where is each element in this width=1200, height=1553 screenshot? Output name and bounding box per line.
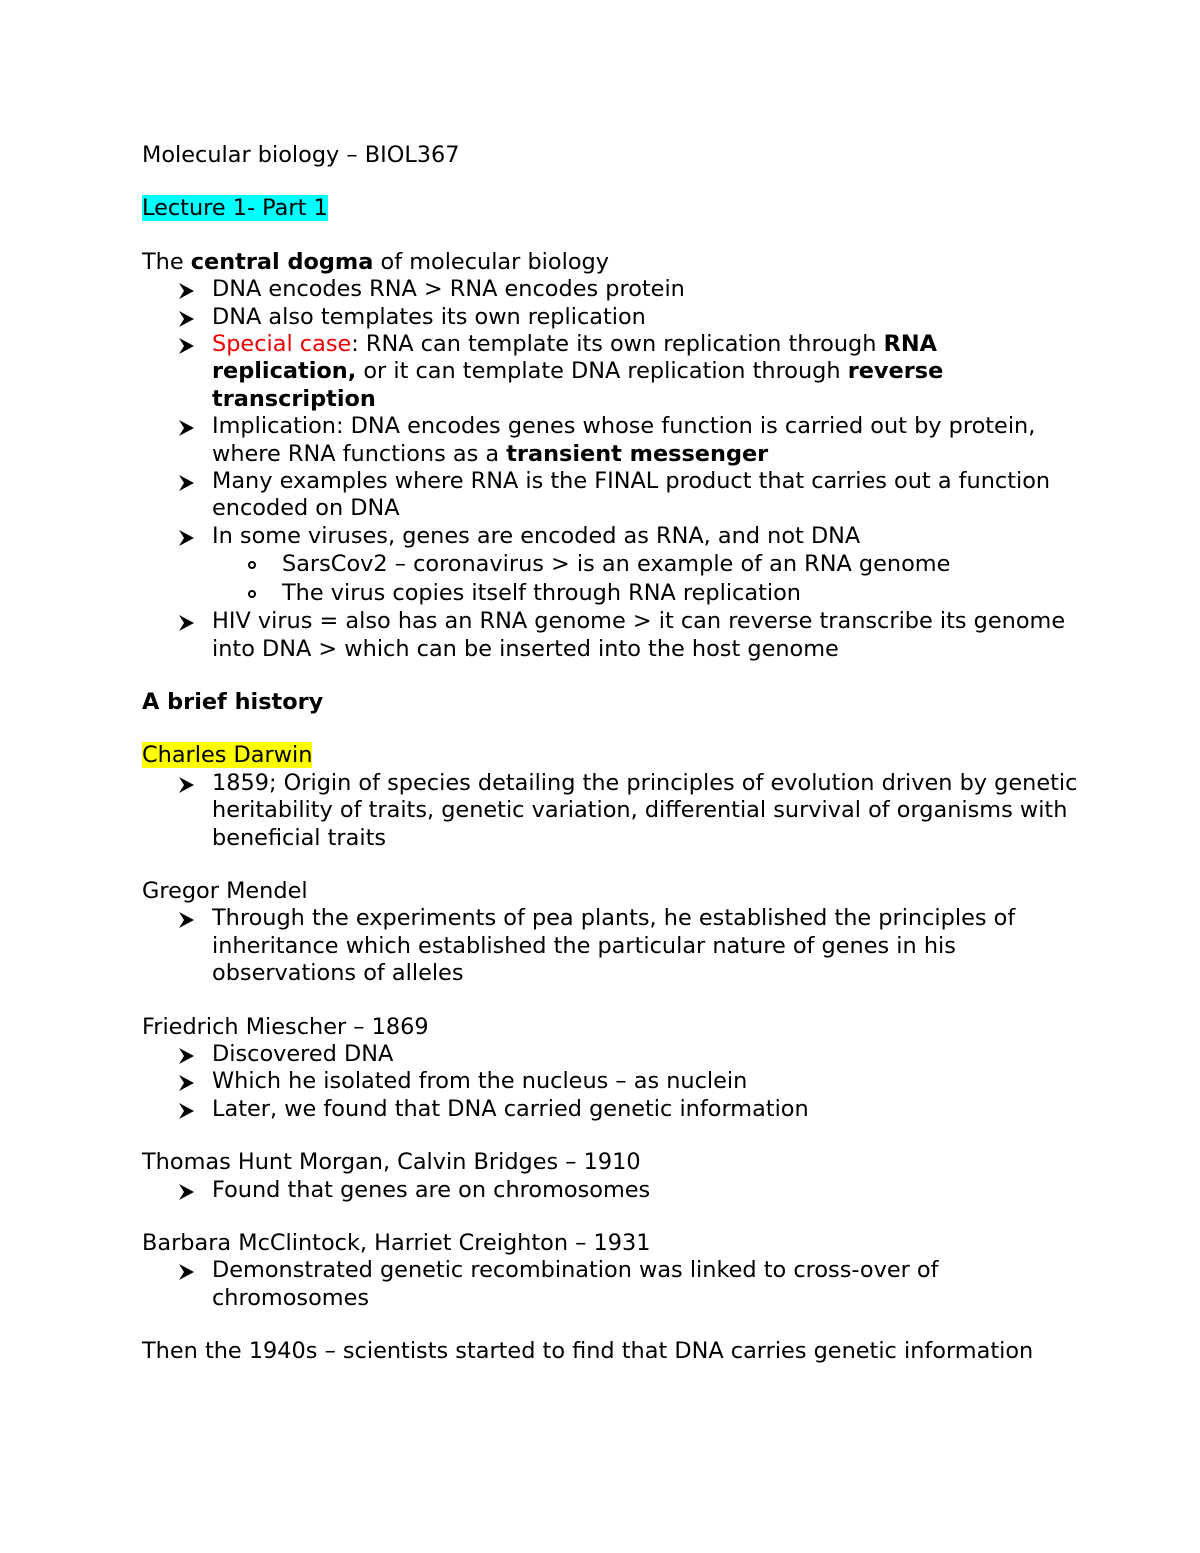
list-item (142, 413, 1082, 468)
central-dogma-intro (142, 249, 1082, 276)
miescher-list (142, 1041, 1082, 1123)
arrowhead-bullet-icon (178, 777, 194, 793)
morgan-heading: Thomas Hunt Morgan, Calvin Bridges – 1910 (142, 1149, 641, 1176)
list-item (142, 608, 1082, 663)
list-item (142, 523, 1082, 550)
arrowhead-bullet-icon (178, 1075, 194, 1091)
history-heading: A brief history (142, 688, 324, 715)
closing-paragraph: Then the 1940s – scientists started to find that DNA carries genetic information (142, 1338, 1034, 1365)
arrowhead-bullet-icon (178, 530, 194, 546)
list-item (142, 905, 1082, 987)
list-item (142, 468, 1082, 523)
virus-sublist (142, 551, 1082, 607)
list-item (142, 276, 1082, 303)
circle-bullet-icon (248, 590, 256, 598)
list-item-text: Through the experiments of pea plants, he established the principles of inheritance which established the particular nature of genes in his observations of alleles (212, 905, 1016, 987)
list-item (142, 1096, 1082, 1123)
list-item-text: 1859; Origin of species detailing the principles of evolution driven by genetic heritability of traits, genetic variation, differential survival of organisms with beneficial traits (212, 769, 1078, 851)
intro-pre: The (142, 248, 191, 275)
list-item-text: or it can template DNA replication through (356, 358, 848, 385)
list-item-bold: reverse transcription (212, 358, 944, 412)
sub-list-item (212, 551, 1082, 578)
list-item-text: : RNA can template its own replication through (351, 331, 884, 358)
intro-bold: central dogma (190, 248, 374, 275)
list-item-text: Which he isolated from the nucleus – as nuclein (212, 1068, 748, 1095)
special-case-label: Special case (212, 331, 352, 358)
document-title: Molecular biology – BIOL367 (142, 142, 460, 168)
list-item (142, 770, 1082, 852)
list-item-text: In some viruses, genes are encoded as RNA, and not DNA (212, 522, 861, 549)
list-item-bold: transient messenger (506, 440, 769, 467)
lecture-heading-text: Lecture 1- Part 1 (142, 195, 328, 222)
darwin-list (142, 770, 1082, 852)
sub-list-item-text: SarsCov2 – coronavirus > is an example of an RNA genome (282, 551, 951, 578)
miescher-heading: Friedrich Miescher – 1869 (142, 1013, 429, 1040)
list-item (142, 304, 1082, 331)
list-item-text: Many examples where RNA is the FINAL product that carries out a function encoded on DNA (212, 468, 1051, 522)
list-item (142, 1257, 1082, 1312)
list-item-text: Later, we found that DNA carried genetic information (212, 1095, 809, 1122)
list-item (142, 331, 1082, 413)
document-body (142, 142, 1082, 1366)
sub-list-item (212, 580, 1082, 607)
arrowhead-bullet-icon (178, 1264, 194, 1280)
mcclintock-heading: Barbara McClintock, Harriet Creighton – 1931 (142, 1230, 651, 1256)
arrowhead-bullet-icon (178, 311, 194, 327)
list-item (142, 1177, 1082, 1204)
arrowhead-bullet-icon (178, 615, 194, 631)
arrowhead-bullet-icon (178, 420, 194, 436)
circle-bullet-icon (248, 561, 256, 569)
list-item-text: HIV virus = also has an RNA genome > it can reverse transcribe its genome into DNA > which can be inserted into the host genome (212, 608, 1066, 662)
darwin-heading (142, 742, 1082, 769)
arrowhead-bullet-icon (178, 912, 194, 928)
list-item-text: DNA encodes RNA > RNA encodes protein (212, 276, 685, 303)
sub-list-item-text: The virus copies itself through RNA replication (282, 579, 801, 606)
list-item (142, 1041, 1082, 1068)
mendel-heading: Gregor Mendel (142, 877, 308, 904)
intro-post: of molecular biology (373, 248, 609, 275)
list-item (142, 1068, 1082, 1095)
arrowhead-bullet-icon (178, 475, 194, 491)
arrowhead-bullet-icon (178, 1048, 194, 1064)
mcclintock-list (142, 1257, 1082, 1312)
arrowhead-bullet-icon (178, 1184, 194, 1200)
list-item-text: DNA also templates its own replication (212, 303, 646, 330)
list-item-bold: RNA replication, (212, 331, 937, 385)
arrowhead-bullet-icon (178, 283, 194, 299)
arrowhead-bullet-icon (178, 338, 194, 354)
mendel-list (142, 905, 1082, 987)
central-dogma-list-continued (142, 608, 1082, 663)
morgan-list (142, 1177, 1082, 1204)
arrowhead-bullet-icon (178, 1103, 194, 1119)
list-item-text: Found that genes are on chromosomes (212, 1176, 651, 1203)
list-item-text: Implication: DNA encodes genes whose function is carried out by protein, where RNA functions as a (212, 413, 1036, 467)
central-dogma-list (142, 276, 1082, 550)
lecture-heading (142, 195, 1082, 222)
darwin-name: Charles Darwin (142, 742, 313, 769)
list-item-text: Discovered DNA (212, 1040, 394, 1067)
list-item-text: Demonstrated genetic recombination was linked to cross-over of chromosomes (212, 1257, 939, 1311)
